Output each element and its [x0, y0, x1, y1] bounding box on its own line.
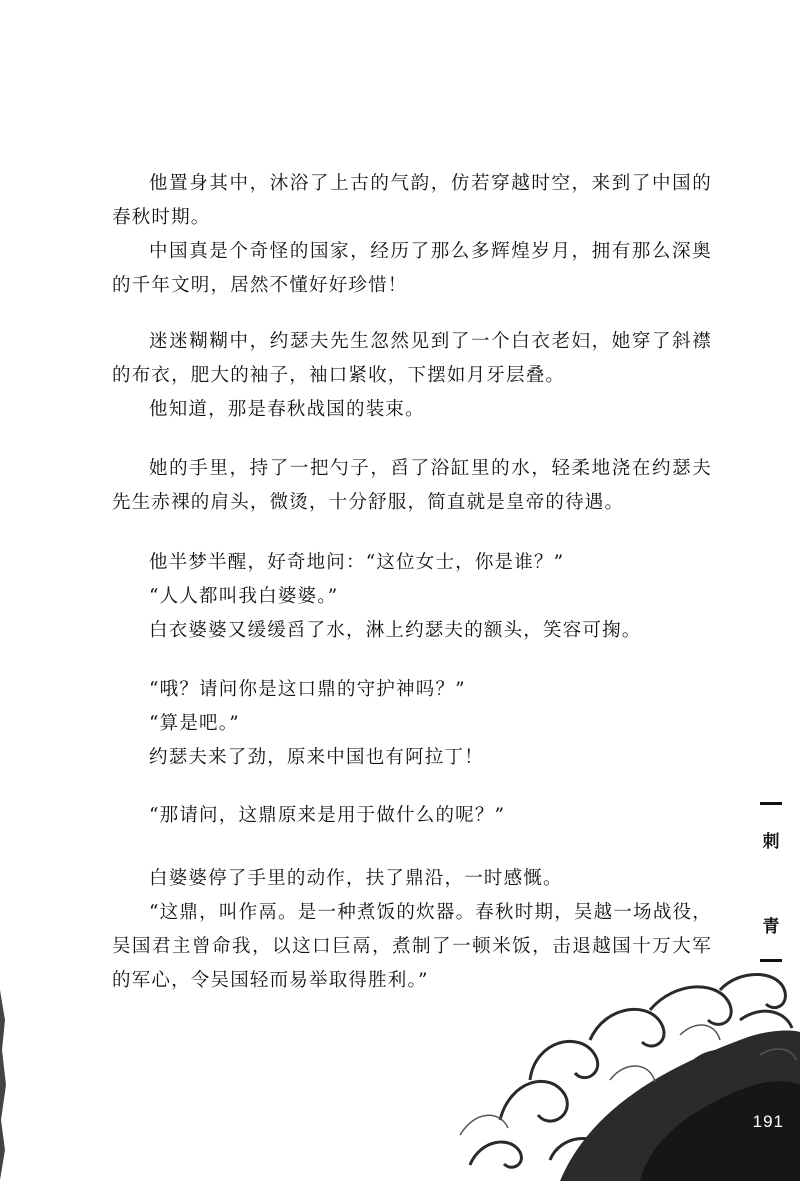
- paragraph: 他置身其中，沐浴了上古的气韵，仿若穿越时空，来到了中国的春秋时期。: [112, 173, 712, 228]
- swirl-ornament: [440, 960, 800, 1181]
- paragraph-group-4: [112, 546, 712, 648]
- paragraph: 白衣婆婆又缓缓舀了水，淋上约瑟夫的额头，笑容可掬。: [149, 620, 642, 641]
- paragraph: “人人都叫我白婆婆。”: [149, 586, 339, 607]
- paragraph: “哦？请问你是这口鼎的守护神吗？”: [149, 679, 466, 700]
- paragraph-group-3: [112, 452, 712, 520]
- scan-edge-mark: [0, 990, 8, 1180]
- paragraph: 约瑟夫来了劲，原来中国也有阿拉丁！: [149, 747, 484, 768]
- paragraph-group-5: [112, 673, 712, 775]
- tab-char-2: 青: [762, 917, 780, 937]
- paragraph: 她的手里，持了一把勺子，舀了浴缸里的水，轻柔地浇在约瑟夫先生赤裸的肩头，微烫，十分舒服，简直就是皇帝的待遇。: [112, 458, 712, 513]
- paragraph: 他半梦半醒，好奇地问：“这位女士，你是谁？”: [149, 552, 565, 573]
- paragraph: 他知道，那是春秋战国的装束。: [149, 399, 425, 420]
- paragraph-group-2: [112, 325, 712, 427]
- paragraph: “算是吧。”: [149, 713, 240, 734]
- paragraph-group-6: [112, 799, 712, 833]
- tab-char-1: 刺: [762, 832, 780, 852]
- paragraph-group-1: [112, 167, 712, 303]
- tab-bar-top: [760, 802, 782, 805]
- page-number: 191: [752, 1112, 784, 1131]
- paragraph: 迷迷糊糊中，约瑟夫先生忽然见到了一个白衣老妇，她穿了斜襟的布衣，肥大的袖子，袖口紧收，下摆如月牙层叠。: [112, 331, 712, 386]
- chapter-side-tab: [756, 800, 786, 970]
- paragraph: 中国真是个奇怪的国家，经历了那么多辉煌岁月，拥有那么深奥的千年文明，居然不懂好好珍惜！: [112, 241, 712, 296]
- paragraph: “这鼎，叫作鬲。是一种煮饭的炊器。春秋时期，吴越一场战役，吴国君主曾命我，以这口巨鬲，煮制了一顿米饭，击退越国十万大军的军心，令吴国轻而易举取得胜利。”: [112, 902, 712, 991]
- paragraph: “那请问，这鼎原来是用于做什么的呢？”: [149, 805, 506, 826]
- paragraph: 白婆婆停了手里的动作，扶了鼎沿，一时感慨。: [149, 868, 563, 889]
